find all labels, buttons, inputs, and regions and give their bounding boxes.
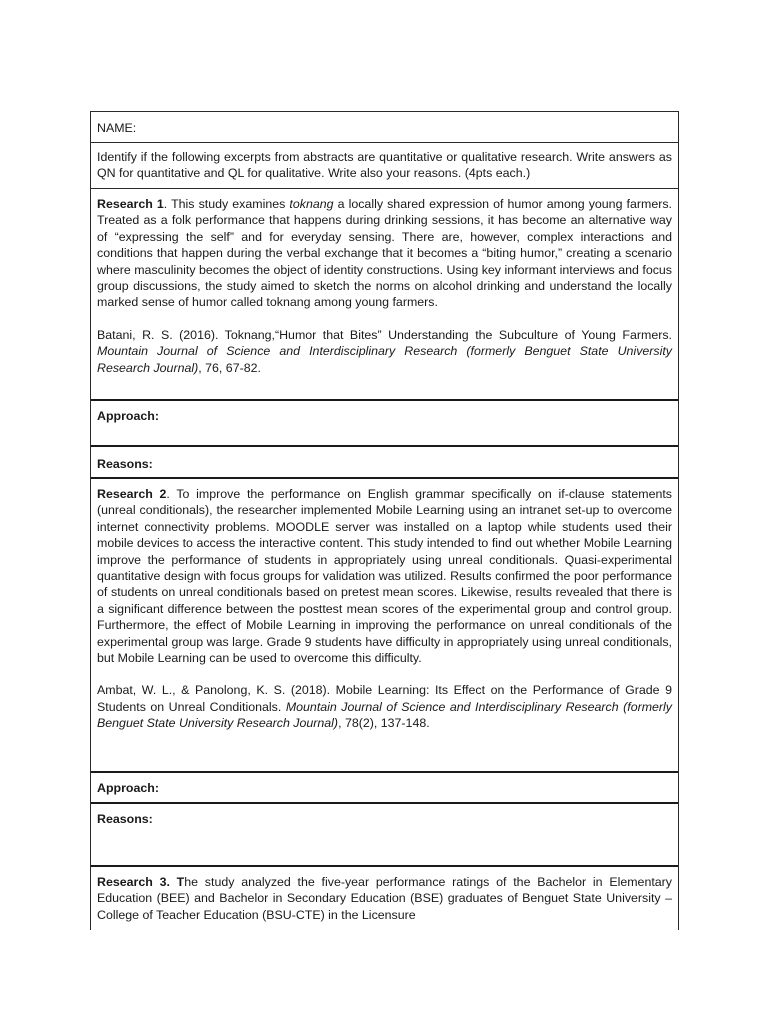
name-label: NAME: — [97, 121, 137, 135]
research-3-abstract: Research 3. The study analyzed the five-year performance ratings of the Bachelor in Elementary Education (BEE) and Bachelor in Secondary Education (BSE) graduates of Benguet State University – College of Teacher Education (BSU-CTE) in the Licensure — [97, 875, 672, 922]
research-2-citation: Ambat, W. L., & Panolong, K. S. (2018). Mobile Learning: Its Effect on the Performance of Grade 9 Students on Unreal Conditionals. Mountain Journal of Science and Interdisciplinary Research (formerly Benguet State University Research Journal), 78(2), 137-148. — [97, 683, 672, 731]
research-2-abstract: Research 2. To improve the performance on English grammar specifically on if-clause statements (unreal conditionals), the researcher implemented Mobile Learning using an intranet set-up to overcome internet connectivity problems. MOODLE server was installed on a laptop while students used their mobile devices to access the interactive content. This study intended to find out whether Mobile Learning improve the performance of students in appropriately using unreal conditionals. Quasi-experimental quantitative design with focus groups for validation was utilized. Results confirmed the poor performance of students on unreal conditionals based on pretest mean scores. Likewise, results revealed that there is a significant difference between the posttest mean scores of the experimental group and control group. Furthermore, the effect of Mobile Learning in improving the performance on unreal conditionals of the experimental group was large. Grade 9 students have difficulty in appropriately using unreal conditionals, but Mobile Learning can be used to overcome this difficulty. — [97, 487, 672, 666]
research-2-approach-label: Approach: — [97, 781, 159, 795]
research-1-journal: Mountain Journal of Science and Interdisciplinary Research (formerly Benguet State University Research Journal) — [97, 344, 672, 375]
research-1-reasons-label: Reasons: — [97, 457, 153, 471]
research-1-reasons-row[interactable] — [91, 447, 678, 479]
research-1-citation: Batani, R. S. (2016). Toknang,“Humor that Bites” Understanding the Subculture of Young Farmers. Mountain Journal of Science and Interdisciplinary Research (formerly Benguet State University Research Journal), 76, 67-82. — [97, 327, 672, 375]
research-1-term: toknang — [289, 197, 334, 211]
instructions-row — [91, 143, 678, 189]
research-1-label: Research 1 — [97, 197, 164, 211]
research-2-reasons-label: Reasons: — [97, 812, 153, 826]
research-2-row — [91, 479, 678, 773]
instructions-text: Identify if the following excerpts from abstracts are quantitative or qualitative research. Write answers as QN for quantitative and QL for qualitative. Write also your reasons. (4pts each.) — [97, 150, 672, 181]
worksheet-table — [90, 111, 679, 930]
research-2-reasons-row[interactable] — [91, 804, 678, 867]
research-1-abstract: Research 1. This study examines toknang a locally shared expression of humor among young farmers. Treated as a folk performance that happens during drinking sessions, it has become an alternative way of “expressing the self” and for everyday sensing. There are, however, complex interactions and conditions that happen during the verbal exchange that it becomes a “biting humor,” creating a scenario where masculinity becomes the object of identity constructions. Using key informant interviews and focus group discussions, the study aimed to sketch the norms on alcohol drinking and understand the locally marked sense of humor called toknang among young farmers. — [97, 197, 672, 310]
research-3-label: Research 3. T — [97, 875, 185, 889]
research-1-row — [91, 189, 678, 401]
research-3-row — [91, 867, 678, 930]
research-2-label: Research 2 — [97, 487, 167, 501]
research-2-journal: Mountain Journal of Science and Interdisciplinary Research (formerly Benguet State University Research Journal) — [97, 699, 672, 731]
research-2-approach-row[interactable] — [91, 773, 678, 804]
research-1-approach-row[interactable] — [91, 401, 678, 447]
name-row — [91, 112, 678, 143]
research-1-approach-label: Approach: — [97, 409, 159, 423]
